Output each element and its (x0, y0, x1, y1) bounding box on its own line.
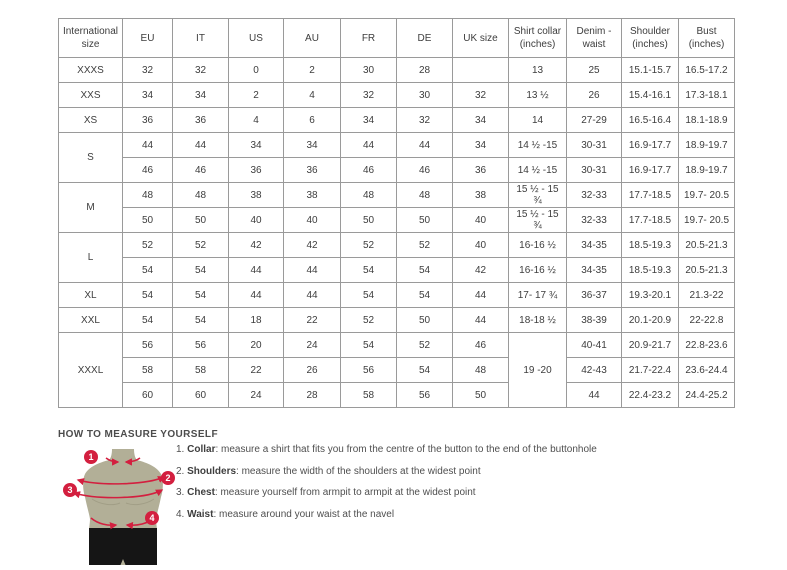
table-cell: M (59, 183, 123, 233)
table-cell: 19.7- 20.5 (679, 208, 735, 233)
table-cell: 48 (397, 183, 453, 208)
table-cell: 23.6-24.4 (679, 358, 735, 383)
table-cell: 15 ½ - 15 ¾ (509, 208, 567, 233)
table-row (59, 383, 735, 408)
table-cell: 32 (453, 83, 509, 108)
table-cell: 58 (341, 383, 397, 408)
table-cell: 54 (173, 308, 229, 333)
table-cell: 27-29 (567, 108, 622, 133)
marker-circle-4 (145, 511, 159, 525)
table-cell: 42-43 (567, 358, 622, 383)
measure-steps (176, 444, 597, 530)
table-cell: 54 (173, 283, 229, 308)
table-cell: 52 (397, 333, 453, 358)
marker-number-1: 1 (88, 452, 94, 463)
table-cell: 44 (173, 133, 229, 158)
table-cell: XXXL (59, 333, 123, 408)
marker-circle-1 (84, 450, 98, 464)
table-cell: 58 (123, 358, 173, 383)
table-cell: 54 (123, 283, 173, 308)
table-cell: 54 (397, 358, 453, 383)
table-cell: L (59, 233, 123, 283)
table-cell: 32-33 (567, 183, 622, 208)
table-cell: 2 (284, 58, 341, 83)
table-cell (453, 58, 509, 83)
table-cell: 34 (453, 133, 509, 158)
table-cell: 42 (284, 233, 341, 258)
table-cell: 54 (123, 258, 173, 283)
table-cell: 4 (229, 108, 284, 133)
step-number: 4. (176, 508, 188, 520)
table-cell: 21.3-22 (679, 283, 735, 308)
table-cell: 16.9-17.7 (622, 133, 679, 158)
step-label: Waist (187, 508, 214, 520)
table-cell: 46 (123, 158, 173, 183)
size-table-body (59, 58, 735, 408)
table-cell: 40-41 (567, 333, 622, 358)
table-cell: 24 (229, 383, 284, 408)
table-cell: 56 (397, 383, 453, 408)
table-cell: 20.5-21.3 (679, 233, 735, 258)
table-cell: 34 (173, 83, 229, 108)
table-cell: 19 -20 (509, 333, 567, 408)
table-cell: 20.9-21.7 (622, 333, 679, 358)
measure-step (176, 444, 597, 456)
table-cell: 14 ½ -15 (509, 158, 567, 183)
table-cell: 48 (123, 183, 173, 208)
column-header: UK size (453, 19, 509, 58)
table-cell: 48 (341, 183, 397, 208)
table-cell: 22 (284, 308, 341, 333)
table-cell: 46 (173, 158, 229, 183)
table-cell: XXL (59, 308, 123, 333)
table-cell: 44 (397, 133, 453, 158)
table-cell: 30-31 (567, 133, 622, 158)
table-cell: 16.9-17.7 (622, 158, 679, 183)
table-cell: 34 (284, 133, 341, 158)
table-cell: 44 (123, 133, 173, 158)
table-cell: 52 (341, 308, 397, 333)
column-header: DE (397, 19, 453, 58)
table-cell: 54 (341, 283, 397, 308)
column-header: Denim - waist (567, 19, 622, 58)
table-row (59, 108, 735, 133)
table-cell: 54 (397, 283, 453, 308)
measure-heading: HOW TO MEASURE YOURSELF (58, 429, 218, 440)
table-cell: 60 (123, 383, 173, 408)
table-cell: 17.7-18.5 (622, 208, 679, 233)
table-cell: 14 ½ -15 (509, 133, 567, 158)
table-cell: 40 (453, 208, 509, 233)
table-cell: 32 (341, 83, 397, 108)
column-header: IT (173, 19, 229, 58)
table-cell: 2 (229, 83, 284, 108)
column-header: AU (284, 19, 341, 58)
step-text: : measure around your waist at the navel (213, 508, 395, 520)
table-row (59, 58, 735, 83)
table-cell: 52 (123, 233, 173, 258)
table-row (59, 208, 735, 233)
table-cell: 16.5-17.2 (679, 58, 735, 83)
table-cell: 44 (567, 383, 622, 408)
table-cell: 52 (173, 233, 229, 258)
table-row (59, 258, 735, 283)
marker-circle-2 (161, 471, 175, 485)
table-cell: 34 (229, 133, 284, 158)
table-cell: 46 (453, 333, 509, 358)
table-cell: 52 (397, 233, 453, 258)
step-text: : measure a shirt that fits you from the centre of the button to the end of the buttonhole (215, 444, 597, 455)
table-cell: 36 (123, 108, 173, 133)
table-row (59, 183, 735, 208)
table-cell: 22.4-23.2 (622, 383, 679, 408)
size-table-header (59, 19, 735, 58)
column-header: Shirt collar (inches) (509, 19, 567, 58)
table-cell: 32 (397, 108, 453, 133)
table-cell: 36 (284, 158, 341, 183)
table-row (59, 283, 735, 308)
table-cell: 18.9-19.7 (679, 158, 735, 183)
table-cell: 36 (453, 158, 509, 183)
table-cell: 26 (284, 358, 341, 383)
table-cell: 44 (453, 308, 509, 333)
column-header: International size (59, 19, 123, 58)
table-cell: 50 (397, 208, 453, 233)
table-cell: 38 (284, 183, 341, 208)
table-cell: 28 (397, 58, 453, 83)
table-cell: 50 (397, 308, 453, 333)
table-cell: 54 (397, 258, 453, 283)
table-cell: 16-16 ½ (509, 233, 567, 258)
table-cell: 6 (284, 108, 341, 133)
table-cell: 36-37 (567, 283, 622, 308)
table-cell: 42 (453, 258, 509, 283)
table-row (59, 308, 735, 333)
table-cell: 26 (567, 83, 622, 108)
table-cell: 14 (509, 108, 567, 133)
table-row (59, 233, 735, 258)
table-cell: 44 (284, 283, 341, 308)
table-cell: XXS (59, 83, 123, 108)
table-cell: 20.1-20.9 (622, 308, 679, 333)
table-cell: 34 (453, 108, 509, 133)
table-cell: 44 (284, 258, 341, 283)
table-cell: XS (59, 108, 123, 133)
column-header: Shoulder (inches) (622, 19, 679, 58)
step-label: Chest (187, 487, 215, 498)
table-cell: 38 (229, 183, 284, 208)
marker-number-2: 2 (165, 473, 171, 484)
table-cell: 32-33 (567, 208, 622, 233)
step-number: 2. (176, 465, 188, 477)
step-number: 3. (176, 487, 188, 498)
table-cell: 44 (229, 283, 284, 308)
table-cell: 20 (229, 333, 284, 358)
column-header: FR (341, 19, 397, 58)
measurement-figure (58, 447, 188, 565)
column-header: EU (123, 19, 173, 58)
table-cell: 20.5-21.3 (679, 258, 735, 283)
table-cell: 40 (229, 208, 284, 233)
table-cell: 28 (284, 383, 341, 408)
table-cell: 0 (229, 58, 284, 83)
table-cell: 34-35 (567, 258, 622, 283)
table-cell: 56 (173, 333, 229, 358)
table-cell: 25 (567, 58, 622, 83)
table-cell: 32 (123, 58, 173, 83)
table-cell: 38 (453, 183, 509, 208)
table-cell: S (59, 133, 123, 183)
table-cell: 16-16 ½ (509, 258, 567, 283)
table-cell: 18 (229, 308, 284, 333)
table-cell: XXXS (59, 58, 123, 83)
table-cell: 44 (229, 258, 284, 283)
size-table (58, 18, 735, 408)
table-row (59, 358, 735, 383)
table-cell: 18.5-19.3 (622, 258, 679, 283)
table-cell: 16.5-16.4 (622, 108, 679, 133)
table-row (59, 333, 735, 358)
table-cell: 50 (123, 208, 173, 233)
table-cell: 60 (173, 383, 229, 408)
table-cell: 56 (341, 358, 397, 383)
table-cell: 54 (341, 333, 397, 358)
table-row (59, 83, 735, 108)
step-number: 1. (176, 444, 188, 455)
table-cell: 24.4-25.2 (679, 383, 735, 408)
table-cell: 44 (453, 283, 509, 308)
table-cell: 15 ½ - 15 ¾ (509, 183, 567, 208)
table-cell: 17.7-18.5 (622, 183, 679, 208)
table-cell: XL (59, 283, 123, 308)
table-cell: 22 (229, 358, 284, 383)
table-cell: 54 (341, 258, 397, 283)
column-header: US (229, 19, 284, 58)
mannequin-illustration (58, 447, 188, 565)
table-cell: 24 (284, 333, 341, 358)
table-cell: 13 ½ (509, 83, 567, 108)
table-cell: 17- 17 ¾ (509, 283, 567, 308)
table-cell: 36 (229, 158, 284, 183)
table-cell: 56 (123, 333, 173, 358)
table-row (59, 158, 735, 183)
table-cell: 18.5-19.3 (622, 233, 679, 258)
table-cell: 50 (453, 383, 509, 408)
table-cell: 52 (341, 233, 397, 258)
table-cell: 13 (509, 58, 567, 83)
table-cell: 15.4-16.1 (622, 83, 679, 108)
table-cell: 36 (173, 108, 229, 133)
table-cell: 32 (173, 58, 229, 83)
header-row (59, 19, 735, 58)
table-cell: 48 (453, 358, 509, 383)
table-cell: 15.1-15.7 (622, 58, 679, 83)
table-cell: 34 (341, 108, 397, 133)
table-cell: 18-18 ½ (509, 308, 567, 333)
table-cell: 34 (123, 83, 173, 108)
table-cell: 38-39 (567, 308, 622, 333)
marker-number-4: 4 (149, 513, 155, 524)
table-cell: 34-35 (567, 233, 622, 258)
table-cell: 22.8-23.6 (679, 333, 735, 358)
table-cell: 21.7-22.4 (622, 358, 679, 383)
marker-number-3: 3 (67, 485, 73, 496)
measure-step (176, 509, 597, 521)
step-label: Collar (187, 444, 216, 455)
table-cell: 50 (173, 208, 229, 233)
table-cell: 19.7- 20.5 (679, 183, 735, 208)
table-cell: 40 (284, 208, 341, 233)
measure-step (176, 487, 597, 499)
measure-step (176, 466, 597, 478)
table-cell: 58 (173, 358, 229, 383)
table-cell: 54 (123, 308, 173, 333)
table-cell: 30 (397, 83, 453, 108)
table-cell: 18.1-18.9 (679, 108, 735, 133)
table-cell: 4 (284, 83, 341, 108)
step-label: Shoulders (187, 465, 237, 477)
table-cell: 30 (341, 58, 397, 83)
table-cell: 46 (397, 158, 453, 183)
table-cell: 18.9-19.7 (679, 133, 735, 158)
table-cell: 48 (173, 183, 229, 208)
table-row (59, 133, 735, 158)
table-cell: 30-31 (567, 158, 622, 183)
table-cell: 44 (341, 133, 397, 158)
table-cell: 17.3-18.1 (679, 83, 735, 108)
table-cell: 54 (173, 258, 229, 283)
table-cell: 46 (341, 158, 397, 183)
table-cell: 50 (341, 208, 397, 233)
column-header: Bust (inches) (679, 19, 735, 58)
table-cell: 22-22.8 (679, 308, 735, 333)
table-cell: 19.3-20.1 (622, 283, 679, 308)
table-cell: 42 (229, 233, 284, 258)
step-text: : measure yourself from armpit to armpit at the widest point (214, 487, 476, 498)
table-cell: 40 (453, 233, 509, 258)
step-text: : measure the width of the shoulders at the widest point (236, 465, 481, 477)
marker-circle-3 (63, 483, 77, 497)
